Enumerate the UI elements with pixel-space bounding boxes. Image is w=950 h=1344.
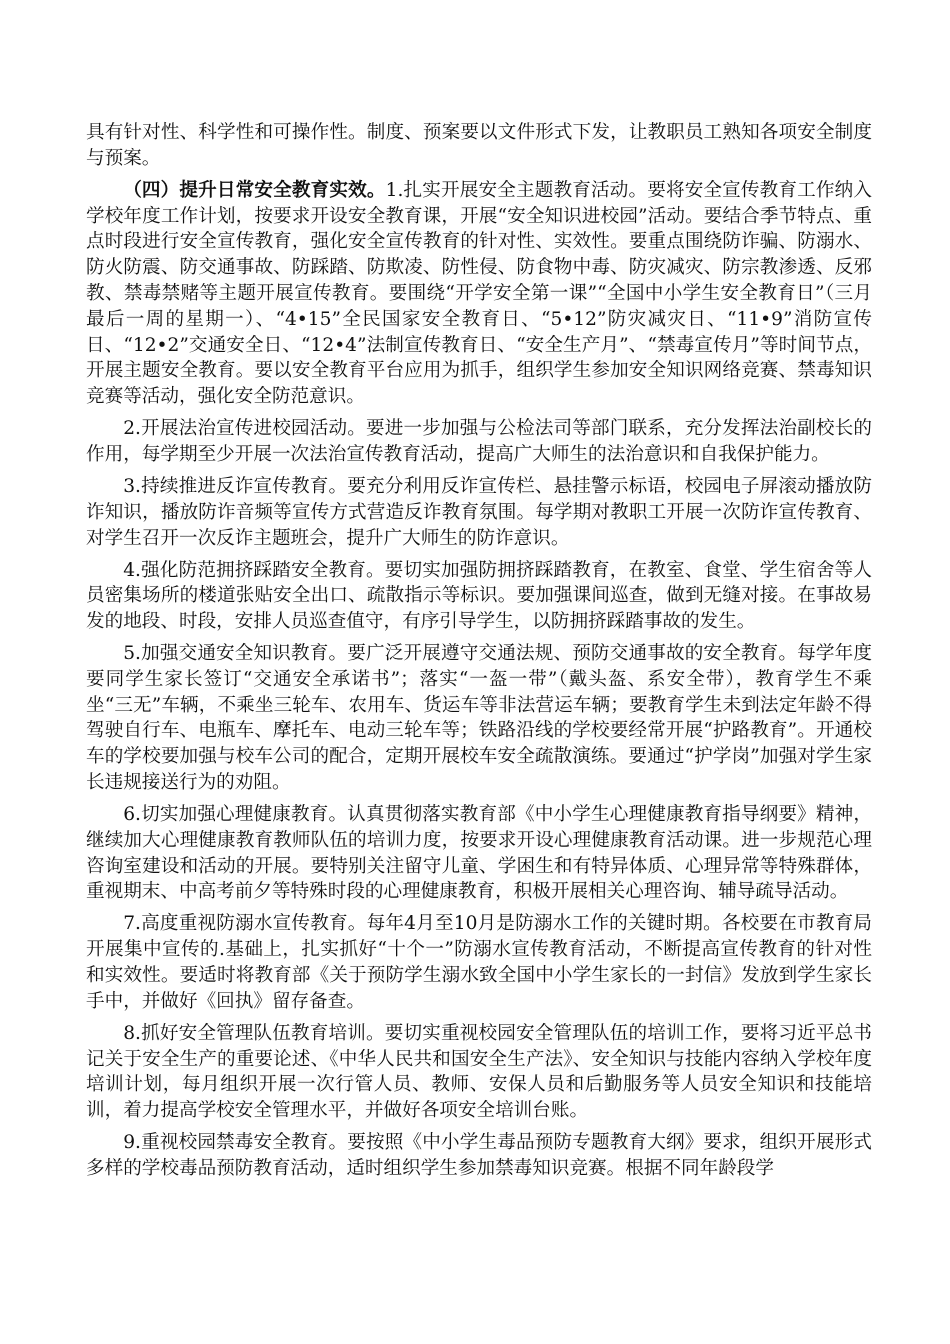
paragraph-item-6: 6.切实加强心理健康教育。认真贯彻落实教育部《中小学生心理健康教育指导纲要》精神，继续加大心理健康教育教师队伍的培训力度，按要求开设心理健康教育活动课。进一步规范心理咨询室建设和活动的开展。要特别关注留守儿童、学困生和有特异体质、心理异常等特殊群体，重视期末、中高考前夕等特殊时段的心理健康教育，积极开展相关心理咨询、辅导疏导活动。	[86, 804, 872, 903]
paragraph-text: 1.扎实开展安全主题教育活动。要将安全宣传教育工作纳入学校年度工作计划，按要求开设安全教育课，开展“安全知识进校园”活动。要结合季节特点、重点时段进行安全宣传教育，强化安全宣传教育的针对性、实效性。要重点围绕防诈骗、防溺水、防火防震、防交通事故、防踩踏、防欺凌、防性侵、防食物中毒、防灾减灾、防宗教渗透、反邪教、禁毒禁赌等主题开展宣传教育。要围绕“开学安全第一课”“全国中小学生安全教育日”（三月最后一周的星期一）、“4•15”全民国家安全教育日、“5•12”防灾减灾日、“11•9”消防宣传日、“12•2”交通安全日、“12•4”法制宣传教育日、“安全生产月”、“禁毒宣传月”等时间节点，开展主题安全教育。要以安全教育平台应用为抓手，组织学生参加安全知识网络竞赛、禁毒知识竞赛等活动，强化安全防范意识。	[86, 179, 872, 408]
document-page	[86, 120, 872, 1182]
paragraph-item-9: 9.重视校园禁毒安全教育。要按照《中小学生毒品预防专题教育大纲》要求，组织开展形式多样的学校毒品预防教育活动，适时组织学生参加禁毒知识竞赛。根据不同年龄段学	[86, 1132, 872, 1179]
paragraph-item-3: 3.持续推进反诈宣传教育。要充分利用反诈宣传栏、悬挂警示标语，校园电子屏滚动播放防诈知识，播放防诈音频等宣传方式营造反诈教育氛围。每学期对教职工开展一次防诈宣传教育、对学生召开一次反诈主题班会，提升广大师生的防诈意识。	[86, 475, 872, 549]
paragraph-item-7: 7.高度重视防溺水宣传教育。每年4月至10月是防溺水工作的关键时期。各校要在市教育局开展集中宣传的.基础上，扎实抓好“十个一”防溺水宣传教育活动，不断提高宣传教育的针对性和实效性。要适时将教育部《关于预防学生溺水致全国中小学生家长的一封信》发放到学生家长手中，并做好《回执》留存备查。	[86, 913, 872, 1012]
paragraph-item-2: 2.开展法治宣传进校园活动。要进一步加强与公检法司等部门联系，充分发挥法治副校长的作用，每学期至少开展一次法治宣传教育活动，提高广大师生的法治意识和自我保护能力。	[86, 418, 872, 465]
paragraph-section-four	[86, 178, 872, 410]
paragraph-item-4: 4.强化防范拥挤踩踏安全教育。要切实加强防拥挤踩踏教育，在教室、食堂、学生宿舍等人员密集场所的楼道张贴安全出口、疏散指示等标识。要加强课间巡查，做到无缝对接。在事故易发的地段、时段，安排人员巡查值守，有序引导学生，以防拥挤踩踏事故的发生。	[86, 559, 872, 633]
paragraph-item-8: 8.抓好安全管理队伍教育培训。要切实重视校园安全管理队伍的培训工作，要将习近平总书记关于安全生产的重要论述、《中华人民共和国安全生产法》、安全知识与技能内容纳入学校年度培训计划，每月组织开展一次行管人员、教师、安保人员和后勤服务等人员安全知识和技能培训，着力提高学校安全管理水平，并做好各项安全培训台账。	[86, 1022, 872, 1122]
section-heading: （四）提升日常安全教育实效。	[123, 179, 386, 201]
paragraph-continuation: 具有针对性、科学性和可操作性。制度、预案要以文件形式下发，让教职员工熟知各项安全制度与预案。	[86, 122, 872, 169]
paragraph-item-5: 5.加强交通安全知识教育。要广泛开展遵守交通法规、预防交通事故的安全教育。每学年度要同学生家长签订“交通安全承诺书”；落实“一盔一带”（戴头盔、系安全带），教育学生不乘坐“三无”车辆，不乘坐三轮车、农用车、货运车等非法营运车辆；要教育学生未到法定年龄不得驾驶自行车、电瓶车、摩托车、电动三轮车等；铁路沿线的学校要经常开展“护路教育”。开通校车的学校要加强与校车公司的配合，定期开展校车安全疏散演练。要通过“护学岗”加强对学生家长违规接送行为的劝阻。	[86, 643, 872, 794]
